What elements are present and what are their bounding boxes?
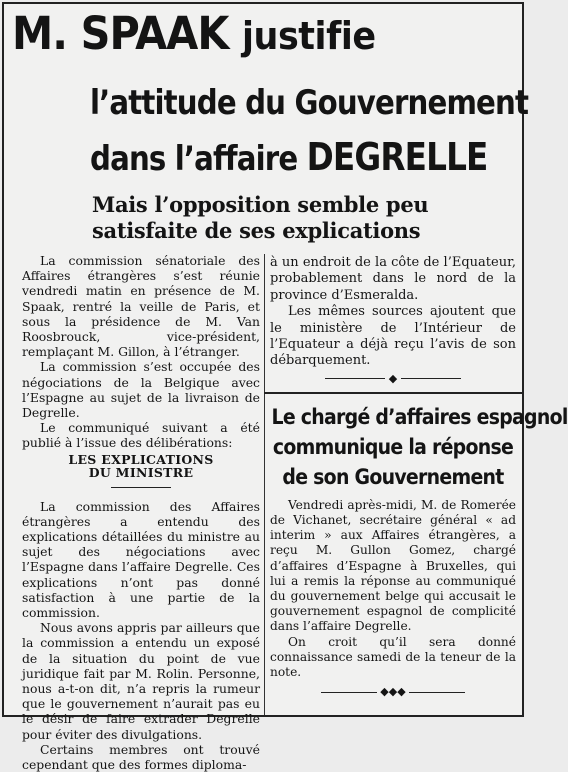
section-heading-line-2: communique la réponse <box>272 434 514 459</box>
headline-line-1 <box>12 8 472 62</box>
paragraph: La commission s’est occupée des négociations de la Belgique avec l’Espagne au sujet de la livraison de Degrelle. <box>22 359 260 421</box>
rule-line <box>111 487 171 488</box>
column-divider <box>264 254 265 715</box>
right-column <box>270 255 568 701</box>
paragraph: à un endroit de la côte de l’Equateur, probablement dans le nord de la province d’Esmeralda. <box>270 255 516 303</box>
rule-line <box>401 378 461 379</box>
horizontal-rule <box>264 392 522 394</box>
headline-degrelle: DEGRELLE <box>306 135 488 179</box>
section-heading-line-3: de son Gouvernement <box>282 464 504 489</box>
newspaper-clipping <box>2 2 568 772</box>
intertitle-line-1: LES EXPLICATIONS <box>68 451 214 467</box>
headline-verb: justifie <box>242 14 376 58</box>
paragraph: La commission sénatoriale des Affaires étrangères s’est réunie vendredi matin en présence de M. Spaak, rentré la veille de Paris, et sous la présidence de M. Van Roosbrouck, vice-président, remplaçant M. Gillon, à l’étranger. <box>22 253 260 360</box>
paragraph: La commission des Affaires étrangères a entendu des explications détaillées du ministre au sujet des négociations avec l’Espagne dans l’affaire Degrelle. Ces explications n’ont pas donné satisfaction à une partie de la commission. <box>22 498 260 621</box>
rule-line <box>321 692 377 693</box>
paragraph: Vendredi après-midi, M. de Romerée de Vichanet, secrétaire général « ad interim » aux Affaires étrangères, a reçu M. Gullon Gomez, chargé d’affaires d’Espagne à Bruxelles, qui lui a remis la réponse au communiqué du gouvernement belge qui accusait le gouvernement espagnol de complicité dans l’affaire Degrelle. <box>270 497 516 634</box>
subheadline: Mais l’opposition semble peu satisfaite de ses explications <box>92 192 429 243</box>
paragraph: Nous avons appris par ailleurs que la commission a entendu un exposé de la situation du point de vue juridique fait par M. Rolin. Personne, nous a-t-on dit, n’a repris la rumeur que le gouvernement n’aurait pas eu le désir de faire extrader Degrelle pour éviter des divulgations. <box>22 620 260 742</box>
diamond-icon: ◆◆◆ <box>380 685 406 699</box>
paragraph: Le communiqué suivant a été publié à l’issue des délibérations: <box>22 420 260 451</box>
rule-line <box>409 692 465 693</box>
section-ornament <box>270 372 516 386</box>
headline-line-3 <box>90 135 488 180</box>
section-heading-line-1: Le chargé d’affaires espagnol <box>271 404 568 429</box>
paragraph: Les mêmes sources ajoutent que le ministère de l’Intérieur de l’Equateur a déjà reçu l’avis de son débarquement. <box>270 304 516 369</box>
rule-line <box>325 378 385 379</box>
headline-line-3-text: dans l’affaire <box>90 139 307 179</box>
left-column <box>22 253 260 772</box>
diamond-icon: ◆ <box>388 371 398 385</box>
headline-name: M. SPAAK <box>12 7 229 60</box>
intertitle-line-2: DU MINISTRE <box>88 464 194 480</box>
paragraph: Certains membres ont trouvé cependant que des formes diploma- <box>22 741 260 772</box>
intertitle-rule <box>22 481 260 495</box>
intertitle <box>22 453 260 479</box>
paragraph: On croit qu’il sera donné connaissance samedi de la teneur de la note. <box>270 634 516 680</box>
headline-line-2: l’attitude du Gouvernement <box>90 83 529 123</box>
end-ornament <box>270 684 516 700</box>
